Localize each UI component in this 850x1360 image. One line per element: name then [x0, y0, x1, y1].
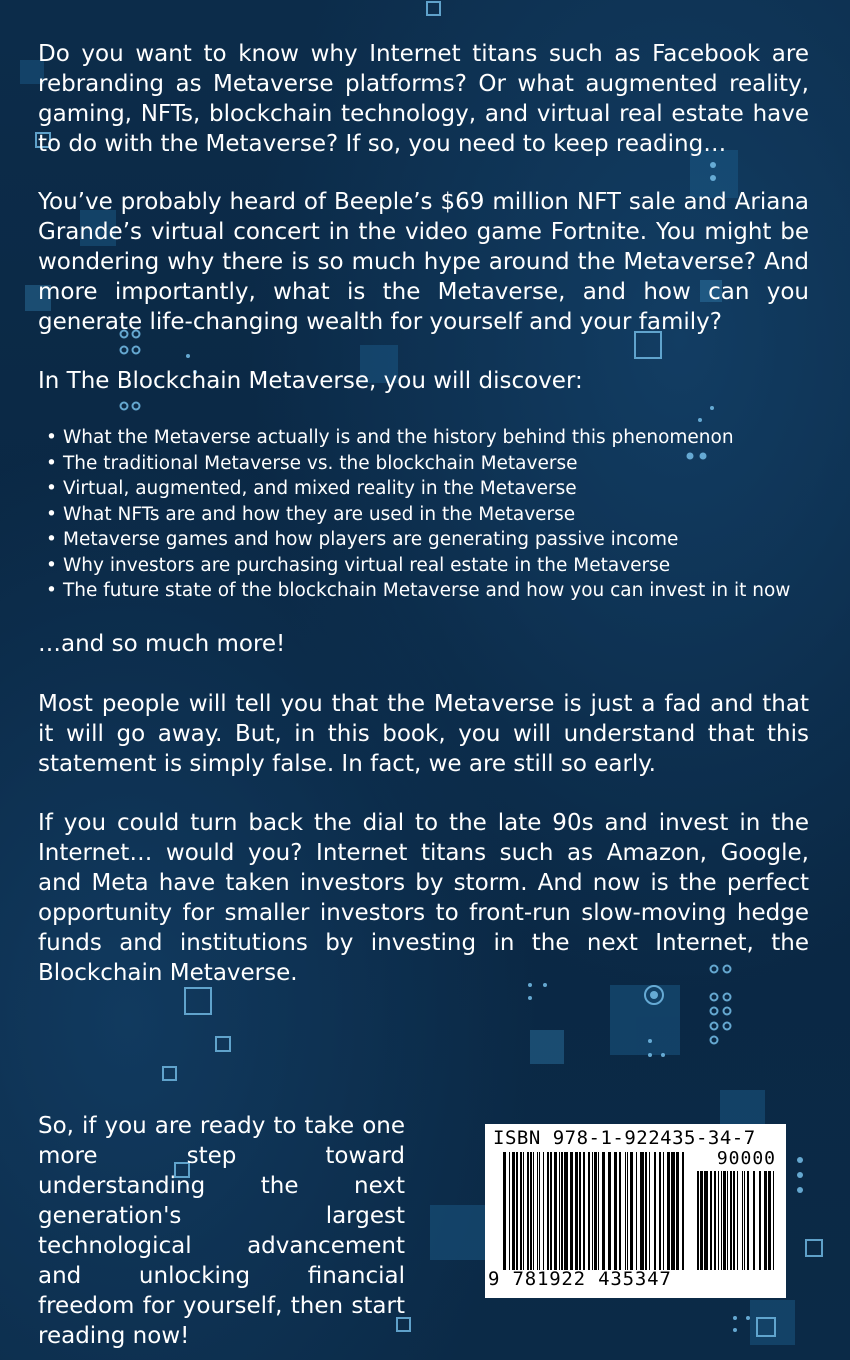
discover-heading: In The Blockchain Metaverse, you will discover:: [38, 368, 583, 394]
supplement-barcode-bars: [697, 1171, 774, 1270]
price-code: 90000: [716, 1148, 776, 1169]
list-item: • What the Metaverse actually is and the history behind this phenomenon: [46, 425, 826, 451]
intro-paragraph: Do you want to know why Internet titans such as Facebook are rebranding as Metaverse platforms? Or what augmented reality, gaming, NFTs, blockchain technology, and virtual real estate have to do with the Metaverse? If so, you need to keep reading…: [38, 41, 809, 157]
list-item: • Why investors are purchasing virtual real estate in the Metaverse: [46, 553, 826, 579]
isbn-label: ISBN 978-1-922435-34-7: [493, 1127, 756, 1149]
hype-paragraph: You’ve probably heard of Beeple’s $69 million NFT sale and Ariana Grande’s virtual concert in the video game Fortnite. You might be wondering why there is so much hype around the Metaverse? And more importantly, what is the Metaverse, and how can you generate life-changing wealth for yourself and your family?: [38, 189, 809, 335]
list-item: • The future state of the blockchain Metaverse and how you can invest in it now: [46, 578, 826, 604]
list-item: • Metaverse games and how players are generating passive income: [46, 527, 826, 553]
closing-paragraph: So, if you are ready to take one more step toward understanding the next generation's largest technological advancement and unlocking financial freedom for yourself, then start reading now!: [38, 1113, 405, 1349]
topics-list: [46, 425, 826, 604]
list-item: • What NFTs are and how they are used in the Metaverse: [46, 502, 826, 528]
list-item: • The traditional Metaverse vs. the blockchain Metaverse: [46, 451, 826, 477]
fad-paragraph: Most people will tell you that the Metaverse is just a fad and that it will go away. But, in this book, you will understand that this statement is simply false. In fact, we are still so early.: [38, 691, 809, 777]
list-item: • Virtual, augmented, and mixed reality in the Metaverse: [46, 476, 826, 502]
so-much-more-text: …and so much more!: [38, 631, 286, 657]
barcode-bars: [503, 1152, 685, 1270]
isbn-barcode: [485, 1124, 786, 1298]
invest-paragraph: If you could turn back the dial to the late 90s and invest in the Internet… would you? Internet titans such as Amazon, Google, and Meta have taken investors by storm. And now is the perfect opportunity for smaller investors to front-run slow-moving hedge funds and institutions by investing in the next Internet, the Blockchain Metaverse.: [38, 810, 809, 986]
ean-digits: 9 781922 435347: [488, 1268, 672, 1290]
